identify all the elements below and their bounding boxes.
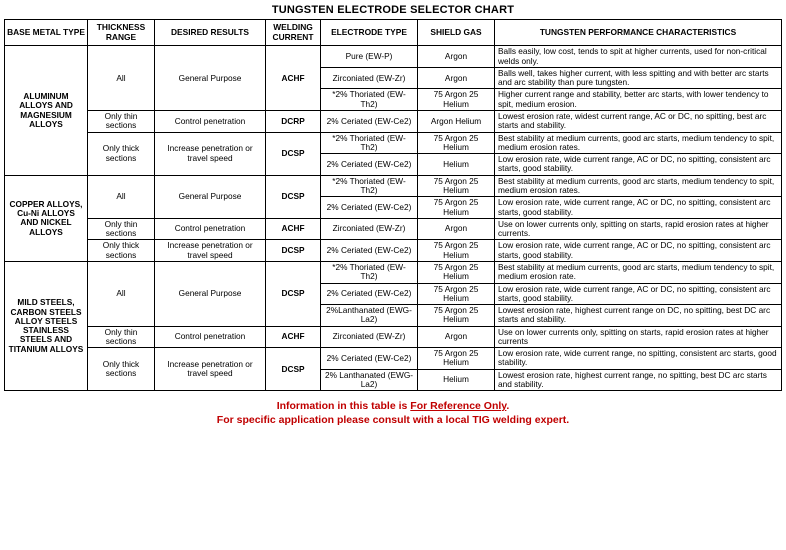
- cell-desired-results: Control penetration: [155, 218, 266, 240]
- cell-thickness-range: Only thin sections: [88, 111, 155, 133]
- cell-electrode-type: 2% Ceriated (EW-Ce2): [321, 154, 418, 176]
- footer-line-1: [4, 399, 782, 413]
- cell-performance: Best stability at medium currents, good arc starts, medium tendency to spit, medium erosion rates.: [495, 132, 782, 154]
- cell-electrode-type: *2% Thoriated (EW-Th2): [321, 132, 418, 154]
- table-row: [5, 46, 782, 68]
- cell-shield-gas: 75 Argon 25 Helium: [418, 261, 495, 283]
- cell-performance: Balls well, takes higher current, with less spitting and with better arc starts and arc stability than pure tungsten.: [495, 67, 782, 89]
- cell-welding-current: DCSP: [266, 175, 321, 218]
- column-header-desired-results: DESIRED RESULTS: [155, 20, 266, 46]
- cell-welding-current: DCSP: [266, 132, 321, 175]
- cell-shield-gas: 75 Argon 25 Helium: [418, 132, 495, 154]
- cell-performance: Lowest erosion rate, highest current range on DC, no spitting, best DC arc starts and stability.: [495, 305, 782, 327]
- cell-electrode-type: Zirconiated (EW-Zr): [321, 67, 418, 89]
- cell-performance: Lowest erosion rate, widest current range, AC or DC, no spitting, best arc starts and stability.: [495, 111, 782, 133]
- cell-electrode-type: Pure (EW-P): [321, 46, 418, 68]
- cell-thickness-range: All: [88, 261, 155, 326]
- cell-base-metal: ALUMINUM ALLOYS AND MAGNESIUM ALLOYS: [5, 46, 88, 175]
- cell-desired-results: General Purpose: [155, 261, 266, 326]
- cell-desired-results: General Purpose: [155, 175, 266, 218]
- cell-shield-gas: Argon: [418, 326, 495, 348]
- cell-shield-gas: Helium: [418, 369, 495, 391]
- cell-shield-gas: Argon Helium: [418, 111, 495, 133]
- column-header-welding-current: WELDING CURRENT: [266, 20, 321, 46]
- cell-performance: Use on lower currents only, spitting on starts, rapid erosion rates at higher currents.: [495, 218, 782, 240]
- cell-shield-gas: 75 Argon 25 Helium: [418, 197, 495, 219]
- cell-welding-current: ACHF: [266, 218, 321, 240]
- table-row: [5, 240, 782, 262]
- header-row: [5, 20, 782, 46]
- cell-shield-gas: 75 Argon 25 Helium: [418, 89, 495, 111]
- column-header-thickness: THICKNESS RANGE: [88, 20, 155, 46]
- column-header-shield-gas: SHIELD GAS: [418, 20, 495, 46]
- cell-desired-results: Control penetration: [155, 111, 266, 133]
- cell-thickness-range: Only thin sections: [88, 218, 155, 240]
- tungsten-electrode-selector-table: [4, 19, 782, 391]
- cell-electrode-type: 2% Ceriated (EW-Ce2): [321, 283, 418, 305]
- cell-performance: Lowest erosion rate, highest current range, no spitting, best DC arc starts and stability.: [495, 369, 782, 391]
- table-body: [5, 46, 782, 391]
- cell-thickness-range: All: [88, 46, 155, 111]
- cell-base-metal: COPPER ALLOYS, Cu-Ni ALLOYS AND NICKEL ALLOYS: [5, 175, 88, 261]
- cell-welding-current: DCSP: [266, 240, 321, 262]
- cell-performance: Higher current range and stability, better arc starts, with lower tendency to spit, medium erosion.: [495, 89, 782, 111]
- cell-thickness-range: Only thick sections: [88, 132, 155, 175]
- cell-electrode-type: *2% Thoriated (EW-Th2): [321, 261, 418, 283]
- table-header: [5, 20, 782, 46]
- cell-welding-current: DCRP: [266, 111, 321, 133]
- column-header-performance: TUNGSTEN PERFORMANCE CHARACTERISTICS: [495, 20, 782, 46]
- table-row: [5, 261, 782, 283]
- column-header-base-metal: BASE METAL TYPE: [5, 20, 88, 46]
- cell-shield-gas: 75 Argon 25 Helium: [418, 175, 495, 197]
- cell-shield-gas: 75 Argon 25 Helium: [418, 305, 495, 327]
- cell-electrode-type: *2% Thoriated (EW-Th2): [321, 89, 418, 111]
- cell-electrode-type: *2% Thoriated (EW-Th2): [321, 175, 418, 197]
- cell-welding-current: ACHF: [266, 326, 321, 348]
- cell-thickness-range: Only thick sections: [88, 348, 155, 391]
- cell-base-metal: MILD STEELS, CARBON STEELS ALLOY STEELS STAINLESS STEELS AND TITANIUM ALLOYS: [5, 261, 88, 390]
- cell-shield-gas: Helium: [418, 154, 495, 176]
- footer-line-1-post: .: [506, 400, 510, 413]
- table-row: [5, 326, 782, 348]
- table-row: [5, 218, 782, 240]
- cell-electrode-type: 2%Lanthanated (EWG-La2): [321, 305, 418, 327]
- cell-shield-gas: Argon: [418, 218, 495, 240]
- cell-shield-gas: Argon: [418, 67, 495, 89]
- cell-performance: Best stability at medium currents, good arc starts, medium tendency to spit, medium erosion rate.: [495, 261, 782, 283]
- cell-shield-gas: Argon: [418, 46, 495, 68]
- cell-electrode-type: Zirconiated (EW-Zr): [321, 218, 418, 240]
- cell-shield-gas: 75 Argon 25 Helium: [418, 348, 495, 370]
- cell-desired-results: Control penetration: [155, 326, 266, 348]
- cell-electrode-type: 2% Ceriated (EW-Ce2): [321, 240, 418, 262]
- column-header-electrode-type: ELECTRODE TYPE: [321, 20, 418, 46]
- cell-welding-current: DCSP: [266, 261, 321, 326]
- cell-thickness-range: Only thick sections: [88, 240, 155, 262]
- page-title: TUNGSTEN ELECTRODE SELECTOR CHART: [271, 4, 515, 16]
- footer-line-1-pre: Information in this table is: [276, 400, 411, 413]
- cell-shield-gas: 75 Argon 25 Helium: [418, 283, 495, 305]
- table-row: [5, 132, 782, 154]
- cell-desired-results: Increase penetration or travel speed: [155, 240, 266, 262]
- cell-shield-gas: 75 Argon 25 Helium: [418, 240, 495, 262]
- table-row: [5, 348, 782, 370]
- cell-thickness-range: Only thin sections: [88, 326, 155, 348]
- cell-thickness-range: All: [88, 175, 155, 218]
- cell-performance: Balls easily, low cost, tends to spit at higher currents, used for non-critical welds only.: [495, 46, 782, 68]
- cell-desired-results: Increase penetration or travel speed: [155, 132, 266, 175]
- cell-performance: Best stability at medium currents, good arc starts, medium tendency to spit, medium erosion rates.: [495, 175, 782, 197]
- cell-electrode-type: 2% Ceriated (EW-Ce2): [321, 111, 418, 133]
- cell-desired-results: General Purpose: [155, 46, 266, 111]
- cell-electrode-type: Zirconiated (EW-Zr): [321, 326, 418, 348]
- cell-welding-current: DCSP: [266, 348, 321, 391]
- cell-performance: Use on lower currents only, spitting on starts, rapid erosion rates at higher currents: [495, 326, 782, 348]
- cell-welding-current: ACHF: [266, 46, 321, 111]
- cell-desired-results: Increase penetration or travel speed: [155, 348, 266, 391]
- footer-note: [4, 399, 782, 427]
- cell-electrode-type: 2% Ceriated (EW-Ce2): [321, 197, 418, 219]
- cell-performance: Low erosion rate, wide current range, AC or DC, no spitting, consistent arc starts, good stability.: [495, 283, 782, 305]
- cell-performance: Low erosion rate, wide current range, AC or DC, no spitting, consistent arc starts, good stability.: [495, 197, 782, 219]
- cell-performance: Low erosion rate, wide current range, AC or DC, no spitting, consistent arc starts, good stability.: [495, 154, 782, 176]
- cell-performance: Low erosion rate, wide current range, AC or DC, no spitting, consistent arc starts, good stability.: [495, 240, 782, 262]
- table-row: [5, 111, 782, 133]
- table-row: [5, 175, 782, 197]
- footer-line-1-underline: For Reference Only: [410, 400, 507, 413]
- cell-electrode-type: 2% Lanthanated (EWG-La2): [321, 369, 418, 391]
- cell-performance: Low erosion rate, wide current range, no spitting, consistent arc starts, good stability.: [495, 348, 782, 370]
- footer-line-2: For specific application please consult with a local TIG welding expert.: [216, 414, 570, 427]
- cell-electrode-type: 2% Ceriated (EW-Ce2): [321, 348, 418, 370]
